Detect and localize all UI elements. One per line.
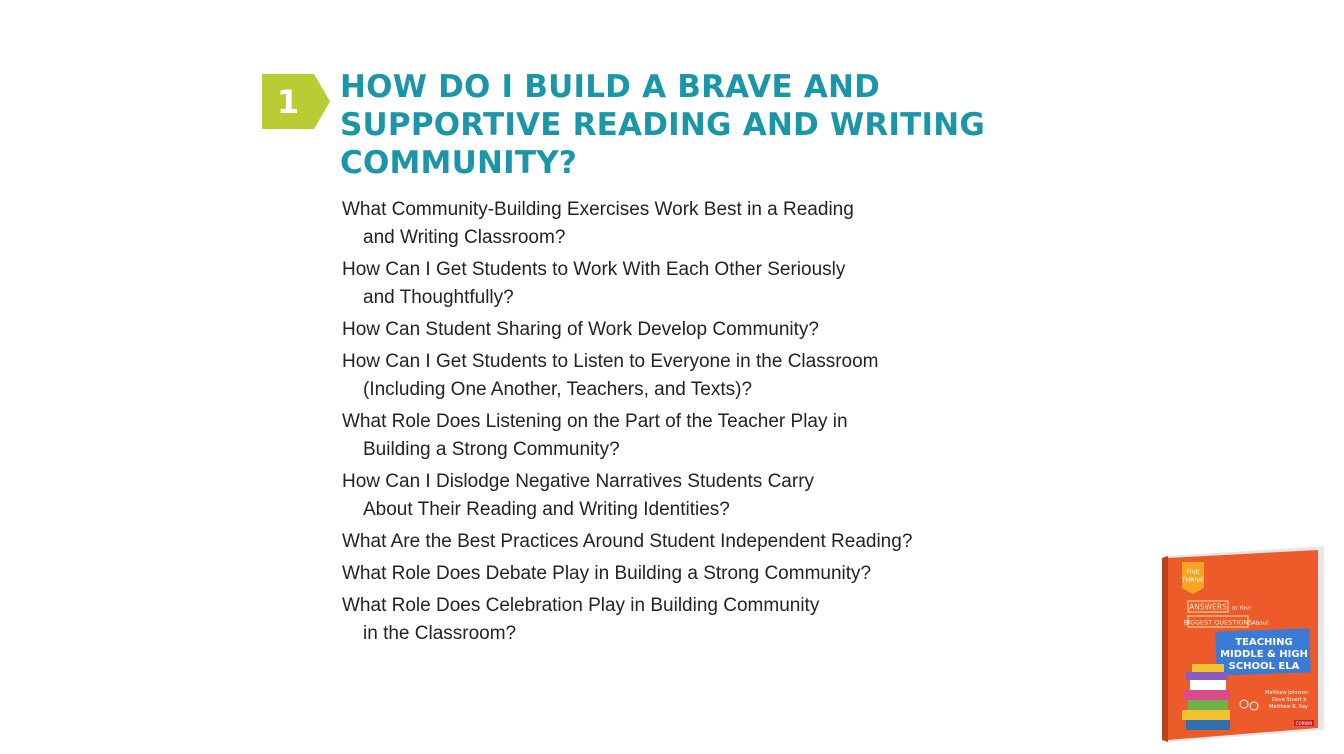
question-text: How Can I Dislodge Negative Narratives Students Carry — [342, 471, 815, 492]
book-subtitle-text: to Your — [1232, 605, 1252, 612]
question-text-continued: (Including One Another, Teachers, and Texts)? — [363, 379, 753, 400]
chapter-title — [340, 68, 1000, 182]
question-item — [342, 468, 982, 524]
question-text-continued: About Their Reading and Writing Identities? — [363, 499, 730, 520]
book-author-text: Matthew Johnson — [1265, 690, 1308, 696]
question-text: What Role Does Listening on the Part of the Teacher Play in — [342, 411, 848, 432]
question-text: How Can I Get Students to Work With Each Other Seriously — [342, 259, 846, 280]
book-author-text: Dave Stuart Jr. — [1271, 697, 1308, 703]
question-text: What Community-Building Exercises Work Best in a Reading — [342, 199, 854, 220]
question-item — [342, 316, 982, 344]
question-text: What Role Does Debate Play in Building a Strong Community? — [342, 563, 872, 584]
question-item — [342, 196, 982, 252]
book-series-text: THRIVE — [1181, 577, 1205, 584]
book-series-text: FIVE — [1186, 569, 1200, 576]
book-publisher-text: CORWIN — [1295, 721, 1313, 726]
question-text-continued: and Thoughtfully? — [363, 287, 514, 308]
question-text: What Role Does Celebration Play in Building Community — [342, 595, 820, 616]
question-text: How Can Student Sharing of Work Develop Community? — [342, 319, 819, 340]
question-item — [342, 256, 982, 312]
question-item — [342, 408, 982, 464]
book-title-text: SCHOOL ELA — [1228, 661, 1300, 672]
book-author-text: Matthew R. Kay — [1269, 704, 1308, 710]
chapter-title-line: SUPPORTIVE READING AND WRITING — [340, 107, 986, 143]
book-subtitle-text: BIGGEST QUESTIONS — [1183, 618, 1253, 627]
book-cover-image — [1158, 544, 1330, 744]
book-subtitle-text: About — [1252, 620, 1269, 627]
chapter-number: 1 — [276, 82, 300, 121]
question-item — [342, 560, 982, 588]
question-list — [342, 196, 982, 652]
question-text-continued: in the Classroom? — [363, 623, 517, 644]
question-text-continued: Building a Strong Community? — [363, 439, 620, 460]
question-text: What Are the Best Practices Around Student Independent Reading? — [342, 531, 913, 552]
book-title-text: MIDDLE & HIGH — [1220, 649, 1308, 660]
book-answers-text: ANSWERS — [1189, 602, 1227, 612]
question-item — [342, 528, 982, 556]
question-item — [342, 592, 982, 648]
chapter-title-line: HOW DO I BUILD A BRAVE AND — [340, 69, 881, 105]
book-title-text: TEACHING — [1235, 637, 1293, 648]
question-text: How Can I Get Students to Listen to Everyone in the Classroom — [342, 351, 879, 372]
chapter-title-line: COMMUNITY? — [340, 145, 578, 181]
question-item — [342, 348, 982, 404]
question-text-continued: and Writing Classroom? — [363, 227, 566, 248]
